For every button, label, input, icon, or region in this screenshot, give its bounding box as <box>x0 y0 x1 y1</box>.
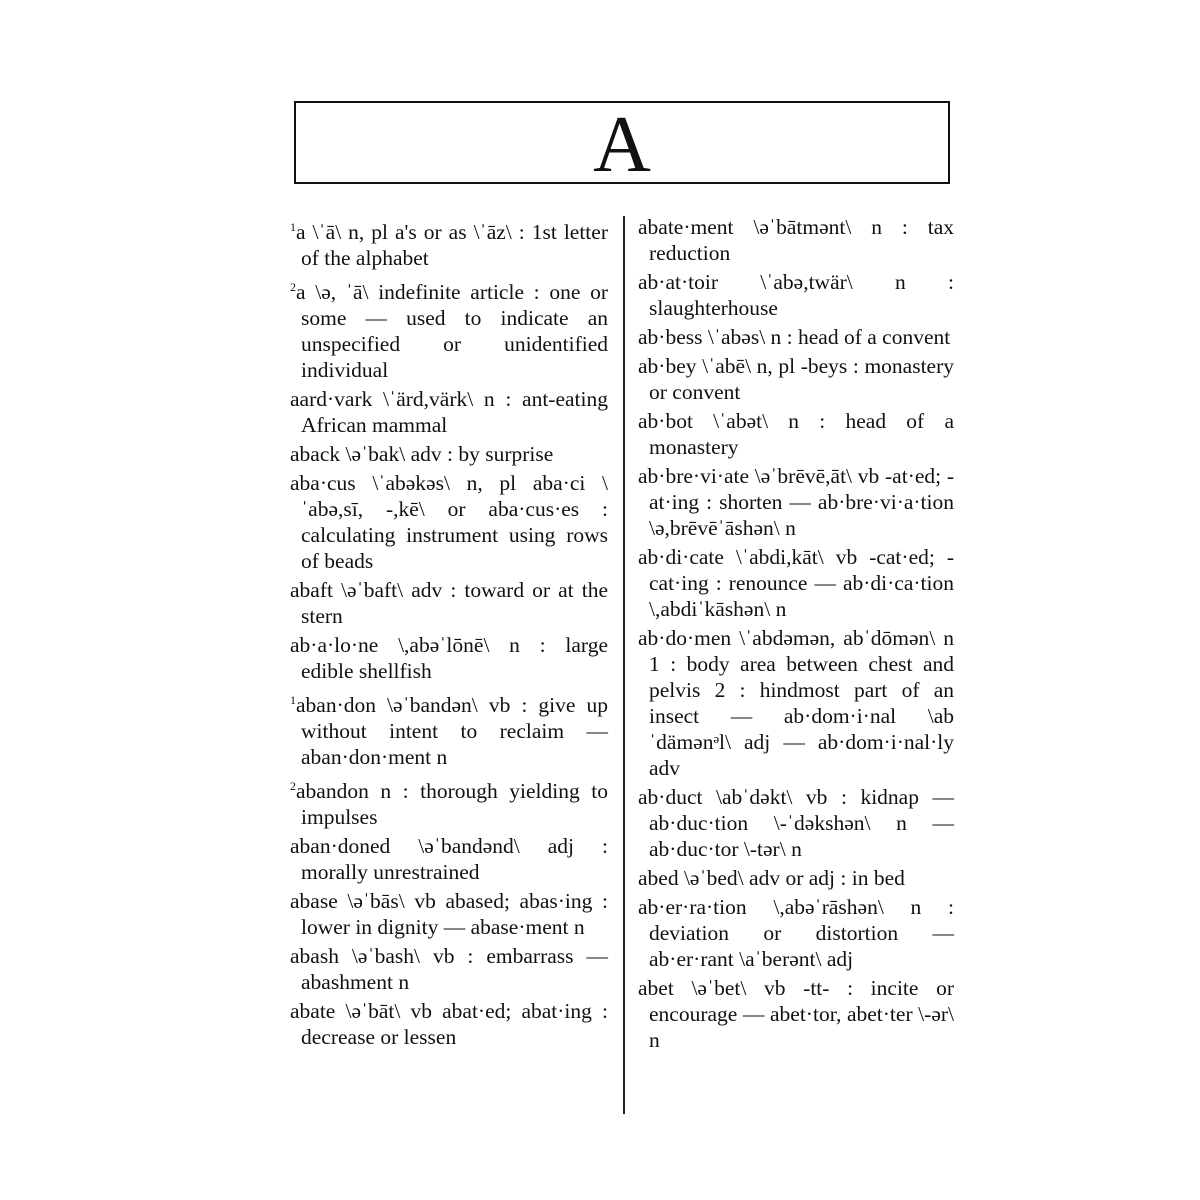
entry-a-2: $^2$a \ə, ˈā\ indefinite article : one or some — used to indicate an unspecified or unidentified individual <box>290 280 608 382</box>
entry-abaft: abaft \əˈbaft\ adv : toward or at the stern <box>290 578 608 628</box>
entry-abdicate: ab·di·cate \ˈabdi,kāt\ vb -cat·ed; -cat·ing : renounce — ab·di·ca·tion \,abdiˈkāshən\ n <box>638 545 954 621</box>
entry-aback: aback \əˈbak\ adv : by surprise <box>290 442 554 466</box>
entry-abalone: ab·a·lo·ne \,abəˈlōnē\ n : large edible shellfish <box>290 633 608 683</box>
entry-abattoir: ab·at·toir \ˈabə,twär\ n : slaughterhouse <box>638 270 954 320</box>
entry-abatement: abate·ment \əˈbātmənt\ n : tax reduction <box>638 215 954 265</box>
right-column <box>638 214 954 1056</box>
entry-abandon-2: $^2$abandon n : thorough yielding to impulses <box>290 779 608 829</box>
entry-abbot: ab·bot \ˈabət\ n : head of a monastery <box>638 409 954 459</box>
entry-abbreviate: ab·bre·vi·ate \əˈbrēvē,āt\ vb -at·ed; -at·ing : shorten — ab·bre·vi·a·tion \ə,brēvēˈāshən\ n <box>638 464 954 540</box>
entry-abbey: ab·bey \ˈabē\ n, pl -beys : monastery or convent <box>638 354 954 404</box>
entry-abandon-1: $^1$aban·don \əˈbandən\ vb : give up without intent to reclaim — aban·don·ment n <box>290 693 608 769</box>
entry-aberration: ab·er·ra·tion \,abəˈrāshən\ n : deviation or distortion — ab·er·rant \aˈberənt\ adj <box>638 895 954 971</box>
section-letter-box <box>294 100 950 189</box>
entry-abandoned: aban·doned \əˈbandənd\ adj : morally unrestrained <box>290 834 608 884</box>
entry-abed: abed \əˈbed\ adv or adj : in bed <box>638 866 905 890</box>
entry-abate: abate \əˈbāt\ vb abat·ed; abat·ing : decrease or lessen <box>290 999 608 1049</box>
left-column <box>290 214 608 1053</box>
entry-abet: abet \əˈbet\ vb -tt- : incite or encourage — abet·tor, abet·ter \-ər\ n <box>638 976 954 1052</box>
entry-abbess: ab·bess \ˈabəs\ n : head of a convent <box>638 325 951 349</box>
entry-abduct: ab·duct \abˈdəkt\ vb : kidnap — ab·duc·tion \-ˈdəkshən\ n — ab·duc·tor \-tər\ n <box>638 785 954 861</box>
entry-a-1: $^1$a \ˈā\ n, pl a's or as \ˈāz\ : 1st letter of the alphabet <box>290 220 608 270</box>
column-divider <box>623 216 625 1114</box>
entry-abase: abase \əˈbās\ vb abased; abas·ing : lower in dignity — abase·ment n <box>290 889 608 939</box>
entry-abash: abash \əˈbash\ vb : embarrass — abashment n <box>290 944 608 994</box>
section-letter: A <box>593 100 651 189</box>
entry-abdomen: ab·do·men \ˈabdəmən, abˈdōmən\ n 1 : body area between chest and pelvis 2 : hindmost part of an insect — ab·dom·i·nal \abˈdämənᵊl\ adj — ab·dom·i·nal·ly adv <box>638 626 954 780</box>
entry-aardvark: aard·vark \ˈärd,värk\ n : ant-eating African mammal <box>290 387 608 437</box>
entry-abacus: aba·cus \ˈabəkəs\ n, pl aba·ci \ˈabə,sī, -,kē\ or aba·cus·es : calculating instrument using rows of beads <box>290 471 608 573</box>
